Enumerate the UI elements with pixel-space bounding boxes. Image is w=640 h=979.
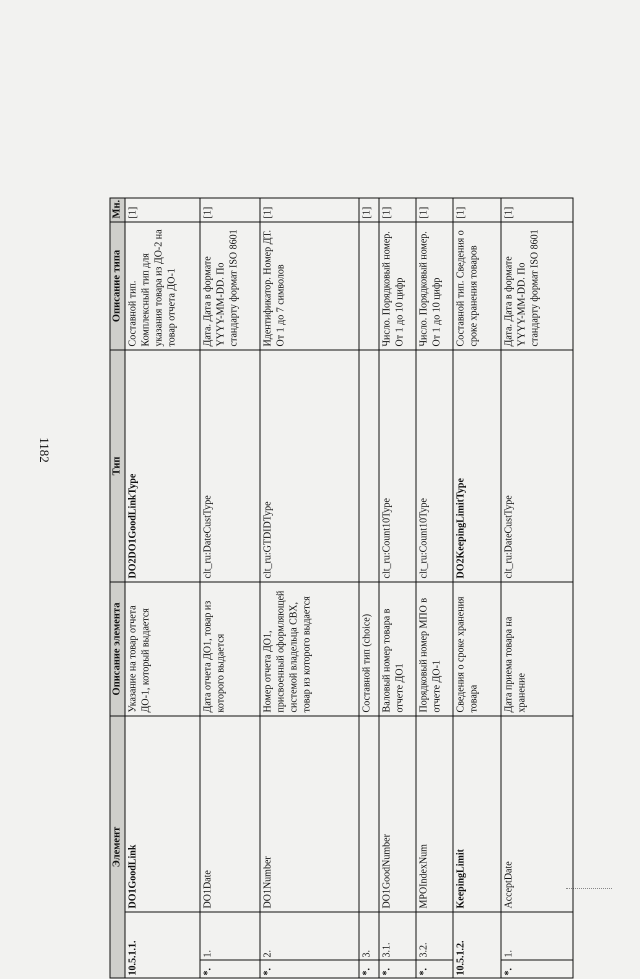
row-description: Порядковый номер МПО в отчете ДО-1	[416, 582, 453, 716]
table-row	[453, 198, 501, 978]
row-number: 1.	[200, 912, 260, 960]
table-row	[125, 198, 200, 978]
row-multiplicity: [1]	[453, 198, 501, 222]
row-type: clt_ru:DateCustType	[200, 350, 260, 582]
row-element: DO1Number	[260, 716, 359, 912]
row-type	[359, 350, 379, 582]
row-number: 10.5.1.2.	[453, 912, 501, 978]
row-element: DO1GoodNumber	[379, 716, 416, 912]
row-type: DO2KeepingLimitType	[453, 350, 501, 582]
row-type-description: Дата. Дата в формате YYYY-MM-DD. По стандарту формат ISO 8601	[200, 222, 260, 350]
row-type-description: Составной тип. Комплексный тип для указания товара из ДО-2 на товар отчета ДО-1	[125, 222, 200, 350]
row-multiplicity: [1]	[379, 198, 416, 222]
row-description: Дата отчета ДО1, товар из которого выдается	[200, 582, 260, 716]
row-number: 2.	[260, 912, 359, 960]
table-row	[260, 198, 359, 978]
element-table	[110, 197, 574, 978]
row-mark: *.	[501, 960, 573, 978]
row-mark: *.	[416, 960, 453, 978]
table-row	[200, 198, 260, 978]
row-type-description	[359, 222, 379, 350]
table-row	[416, 198, 453, 978]
row-description: Составной тип (choice)	[359, 582, 379, 716]
row-type-description: Дата. Дата в формате YYYY-MM-DD. По стандарту формат ISO 8601	[501, 222, 573, 350]
rotated-table	[110, 199, 635, 979]
header-type: Тип	[110, 350, 125, 582]
row-multiplicity: [1]	[359, 198, 379, 222]
row-type: clt_ru:GTDIDType	[260, 350, 359, 582]
row-number: 10.5.1.1.	[125, 912, 200, 978]
row-number: 3.2.	[416, 912, 453, 960]
row-type-description: Идентификатор. Номер ДТ. От 1 до 7 символов	[260, 222, 359, 350]
header-description: Описание элемента	[110, 582, 125, 716]
row-element: MPOIndexNum	[416, 716, 453, 912]
table-row	[379, 198, 416, 978]
table-row	[359, 198, 379, 978]
row-description: Номер отчета ДО1, присвоенный оформляющей системой владельца СВХ, товар из которого выдается	[260, 582, 359, 716]
row-mark: *.	[379, 960, 416, 978]
row-multiplicity: [1]	[125, 198, 200, 222]
header-element: Элемент	[110, 716, 125, 978]
row-description: Указание на товар отчета ДО-1, который выдается	[125, 582, 200, 716]
row-multiplicity: [1]	[416, 198, 453, 222]
row-mark: *.	[260, 960, 359, 978]
header-type-description: Описание типа	[110, 222, 125, 350]
row-number: 1.	[501, 912, 573, 960]
row-type: clt_ru:Count10Type	[416, 350, 453, 582]
row-element: AcceptDate	[501, 716, 573, 912]
header-multiplicity: Мн.	[110, 198, 125, 222]
row-type-description: Число. Порядковый номер. От 1 до 10 цифр	[416, 222, 453, 350]
row-description: Сведения о сроке хранения товара	[453, 582, 501, 716]
table-row	[501, 198, 573, 978]
row-type: clt_ru:DateCustType	[501, 350, 573, 582]
row-description: Дата приема товара на хранение	[501, 582, 573, 716]
row-multiplicity: [1]	[260, 198, 359, 222]
row-type-description: Составной тип. Сведения о сроке хранения товаров	[453, 222, 501, 350]
row-mark: *.	[200, 960, 260, 978]
row-element	[359, 716, 379, 912]
row-type: DO2DO1GoodLinkType	[125, 350, 200, 582]
row-element: DO1GoodLink	[125, 716, 200, 912]
row-type-description: Число. Порядковый номер. От 1 до 10 цифр	[379, 222, 416, 350]
row-number: 3.1.	[379, 912, 416, 960]
row-element: DO1Date	[200, 716, 260, 912]
row-number: 3.	[359, 912, 379, 960]
page-number: 1182	[37, 437, 52, 463]
row-multiplicity: [1]	[501, 198, 573, 222]
row-mark: *.	[359, 960, 379, 978]
row-description: Валовый номер товара в отчете ДО1	[379, 582, 416, 716]
row-multiplicity: [1]	[200, 198, 260, 222]
row-type: clt_ru:Count10Type	[379, 350, 416, 582]
row-element: KeepingLimit	[453, 716, 501, 912]
table-header-row	[110, 198, 125, 978]
